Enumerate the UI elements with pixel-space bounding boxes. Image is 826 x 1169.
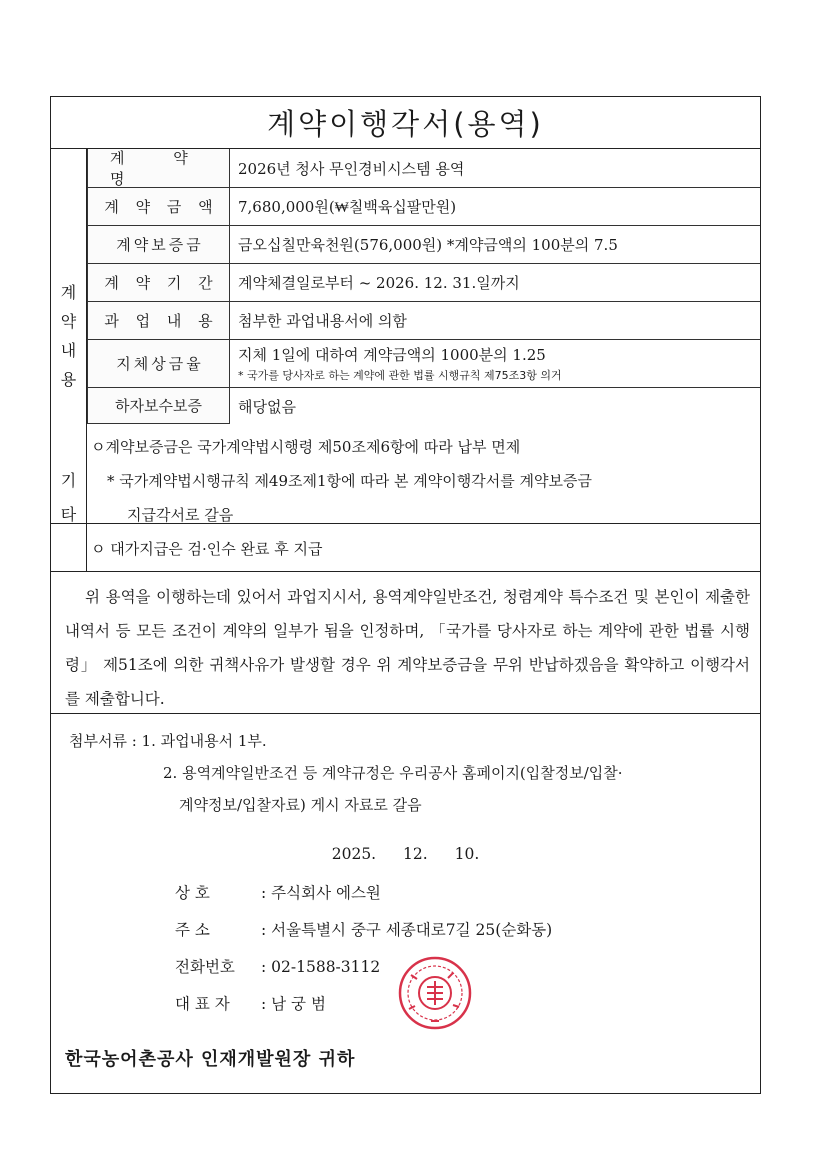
contract-row-amount [87, 188, 760, 226]
row-value: 지체 1일에 대하여 계약금액의 1000분의 1.25 * 국가를 당사자로 하는 계약에 관한 법률 시행규칙 제75조3항 의거 [230, 340, 760, 388]
contract-section-label: 계 약 내 용 [51, 149, 87, 523]
attachment-item-2-cont: 계약정보/입찰자료) 게시 자료로 갈음 [179, 796, 422, 814]
submission-date: 2025. 12. 10. [331, 845, 480, 863]
document-title: 계약이행각서(용역) [51, 97, 760, 149]
row-value: 첨부한 과업내용서에 의함 [230, 302, 760, 340]
pledge-paragraph: 위 용역을 이행하는데 있어서 과업지시서, 용역계약일반조건, 청렴계약 특수조건 및 본인이 제출한 내역서 등 모든 조건이 계약의 일부가 됨을 인정하며, 「국가를 당사자로 하는 계약에 관한 법률 시행령」 제51조에 의한 귀책사유가 발생할 경우 위 계약보증금을 무위 반납하겠음을 확약하고 이행각서를 제출합니다. [51, 572, 760, 714]
row-value: 2026년 청사 무인경비시스템 용역 [230, 149, 760, 188]
row-label: 지체상금율 [87, 340, 230, 388]
legal-note: * 국가를 당사자로 하는 계약에 관한 법률 시행규칙 제75조3항 의거 [238, 369, 562, 382]
contract-row-deposit [87, 226, 760, 264]
other-section [51, 424, 760, 572]
row-value: 7,680,000원(₩칠백육십팔만원) [230, 188, 760, 226]
company-seal [397, 955, 473, 1031]
signer-representative: 대 표 자 : 남 궁 범 [175, 995, 326, 1013]
note-line: * 국가계약법시행규칙 제49조제1항에 따라 본 계약이행각서를 계약보증금 [107, 472, 592, 490]
signer-address: 주 소 : 서울특별시 중구 세종대로7길 25(순화동) [175, 921, 553, 939]
row-label: 계 약 기 간 [87, 264, 230, 302]
row-label: 계 약 명 [87, 149, 230, 188]
row-label: 계약보증금 [87, 226, 230, 264]
signer-phone: 전화번호 : 02-1588-3112 [175, 958, 381, 976]
note-line: ㅇ계약보증금은 국가계약법시행령 제50조제6항에 따라 납부 면제 [91, 438, 521, 456]
contract-row-scope [87, 302, 760, 340]
note-line: 지급각서로 갈음 [127, 506, 234, 524]
contract-row-name [87, 149, 760, 188]
attachment-item-1: 첨부서류 : 1. 과업내용서 1부. [69, 732, 267, 750]
addressee: 한국농어촌공사 인재개발원장 귀하 [65, 1049, 356, 1070]
row-label: 계 약 금 액 [87, 188, 230, 226]
other-notes [87, 430, 760, 571]
signer-block [175, 875, 552, 1023]
signer-company: 상 호 : 주식회사 에스원 [175, 884, 381, 902]
contract-row-warranty [87, 388, 760, 424]
note-line: ㅇ 대가지급은 검·인수 완료 후 지급 [91, 540, 323, 558]
attachments [69, 725, 746, 821]
contract-row-period [87, 264, 760, 302]
contract-row-delay-penalty [87, 340, 760, 388]
row-value: 계약체결일로부터 ~ 2026. 12. 31.일까지 [230, 264, 760, 302]
row-label: 과 업 내 용 [87, 302, 230, 340]
row-value: 해당없음 [238, 397, 296, 416]
attachment-item-2: 2. 용역계약일반조건 등 계약규정은 우리공사 홈페이지(입찰정보/입찰· [163, 764, 623, 782]
row-label: 하자보수보증 [87, 388, 230, 424]
other-section-label: 기 타 [51, 424, 87, 571]
row-value: 금오십칠만육천원(576,000원) *계약금액의 100분의 7.5 [230, 226, 760, 264]
contract-document [50, 96, 761, 1094]
